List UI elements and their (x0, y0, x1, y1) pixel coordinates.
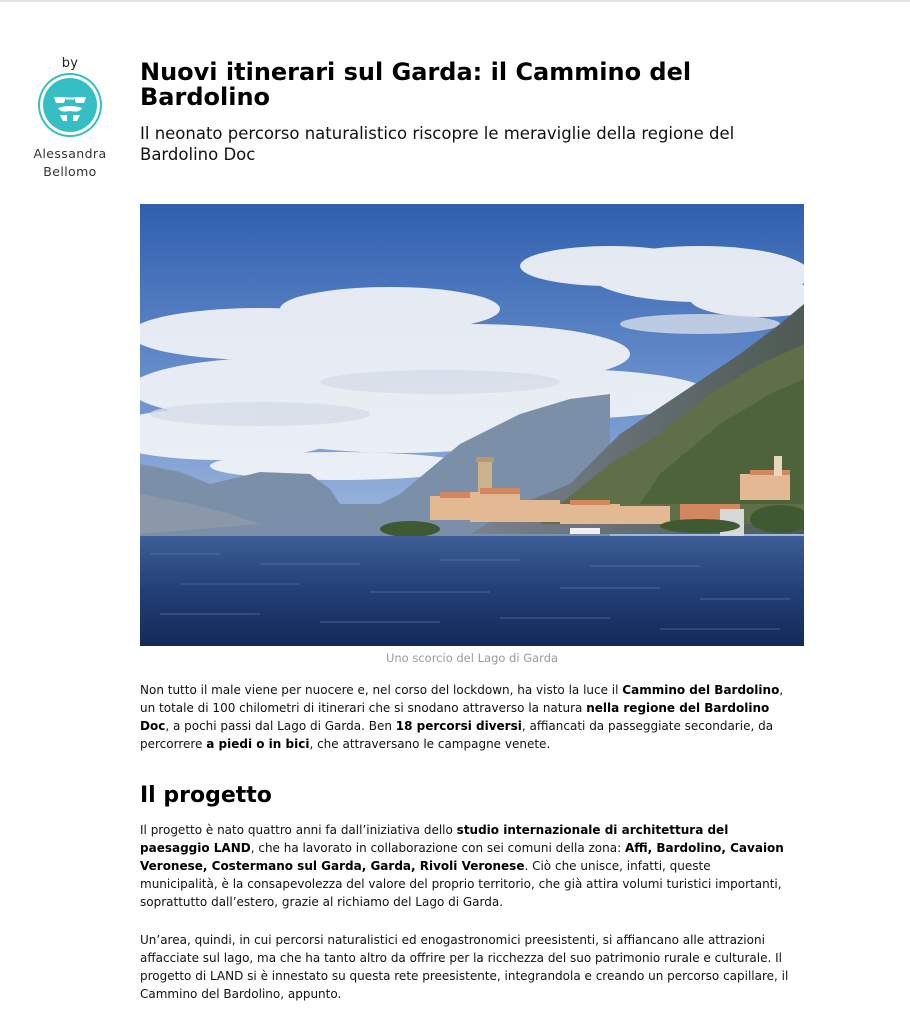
article-subtitle: Il neonato percorso naturalistico riscopre le meraviglie della regione del Bardolino Doc (140, 124, 735, 164)
p2-bold-2: Affi, Bardolino, Cavaion Veronese, Costermano sul Garda, Garda, Rivoli Veronese (140, 841, 784, 873)
avatar-face-icon (40, 75, 100, 135)
p1-text-2: , un totale di 100 chilometri di itinerari che si snodano attraverso la natura (140, 683, 784, 715)
author-block (22, 56, 118, 181)
p1-text-1: Non tutto il male viene per nuocere e, nel corso del lockdown, ha visto la luce il (140, 683, 623, 697)
p1-text-4: , affiancati da passeggiate secondarie, da percorrere (140, 719, 774, 751)
author-first-name: Alessandra (33, 146, 107, 161)
author-name[interactable] (22, 145, 118, 181)
by-label: by (61, 56, 79, 71)
avatar[interactable] (40, 75, 100, 135)
p1-bold-1: Cammino del Bardolino (622, 683, 780, 697)
author-last-name: Bellomo (43, 164, 97, 179)
p1-bold-3: 18 percorsi diversi (395, 719, 522, 733)
p2-bold-1: studio internazionale di architettura del paesaggio LAND (140, 823, 729, 855)
hero-image (140, 204, 804, 646)
p2-text-3: . Ciò che unisce, infatti, queste municipalità, è la consapevolezza del valore del proprio territorio, che già attira volumi turistici importanti, soprattutto dall’estero, grazie al richiamo del Lago di Garda. (140, 859, 782, 909)
p1-text-3: , a pochi passi dal Lago di Garda. Ben (165, 719, 396, 733)
project-paragraph (140, 821, 790, 911)
area-paragraph: Un’area, quindi, in cui percorsi naturalistici ed enogastronomici preesistenti, si affiancano alle attrazioni affacciate sul lago, ma che ha tanto altro da offrire per la ricchezza del suo patrimonio rurale e culturale. Il progetto di LAND si è innestato su questa rete preesistente, integrandola e creando un percorso capillare, il Cammino del Bardolino, appunto. (140, 933, 789, 1001)
intro-paragraph (140, 681, 790, 753)
p1-text-5: , che attraversano le campagne venete. (309, 737, 551, 751)
section-heading: Il progetto (140, 783, 272, 808)
top-divider (0, 0, 910, 2)
image-caption: Uno scorcio del Lago di Garda (385, 651, 559, 665)
p1-bold-2: nella regione del Bardolino Doc (140, 701, 770, 733)
p2-text-1: Il progetto è nato quattro anni fa dall’iniziativa dello (140, 823, 457, 837)
article-title: Nuovi itinerari sul Garda: il Cammino del Bardolino (140, 58, 692, 111)
p1-bold-4: a piedi o in bici (206, 737, 310, 751)
lake-garda-photo (140, 204, 804, 646)
p2-text-2: , che ha lavorato in collaborazione con sei comuni della zona: (250, 841, 625, 855)
